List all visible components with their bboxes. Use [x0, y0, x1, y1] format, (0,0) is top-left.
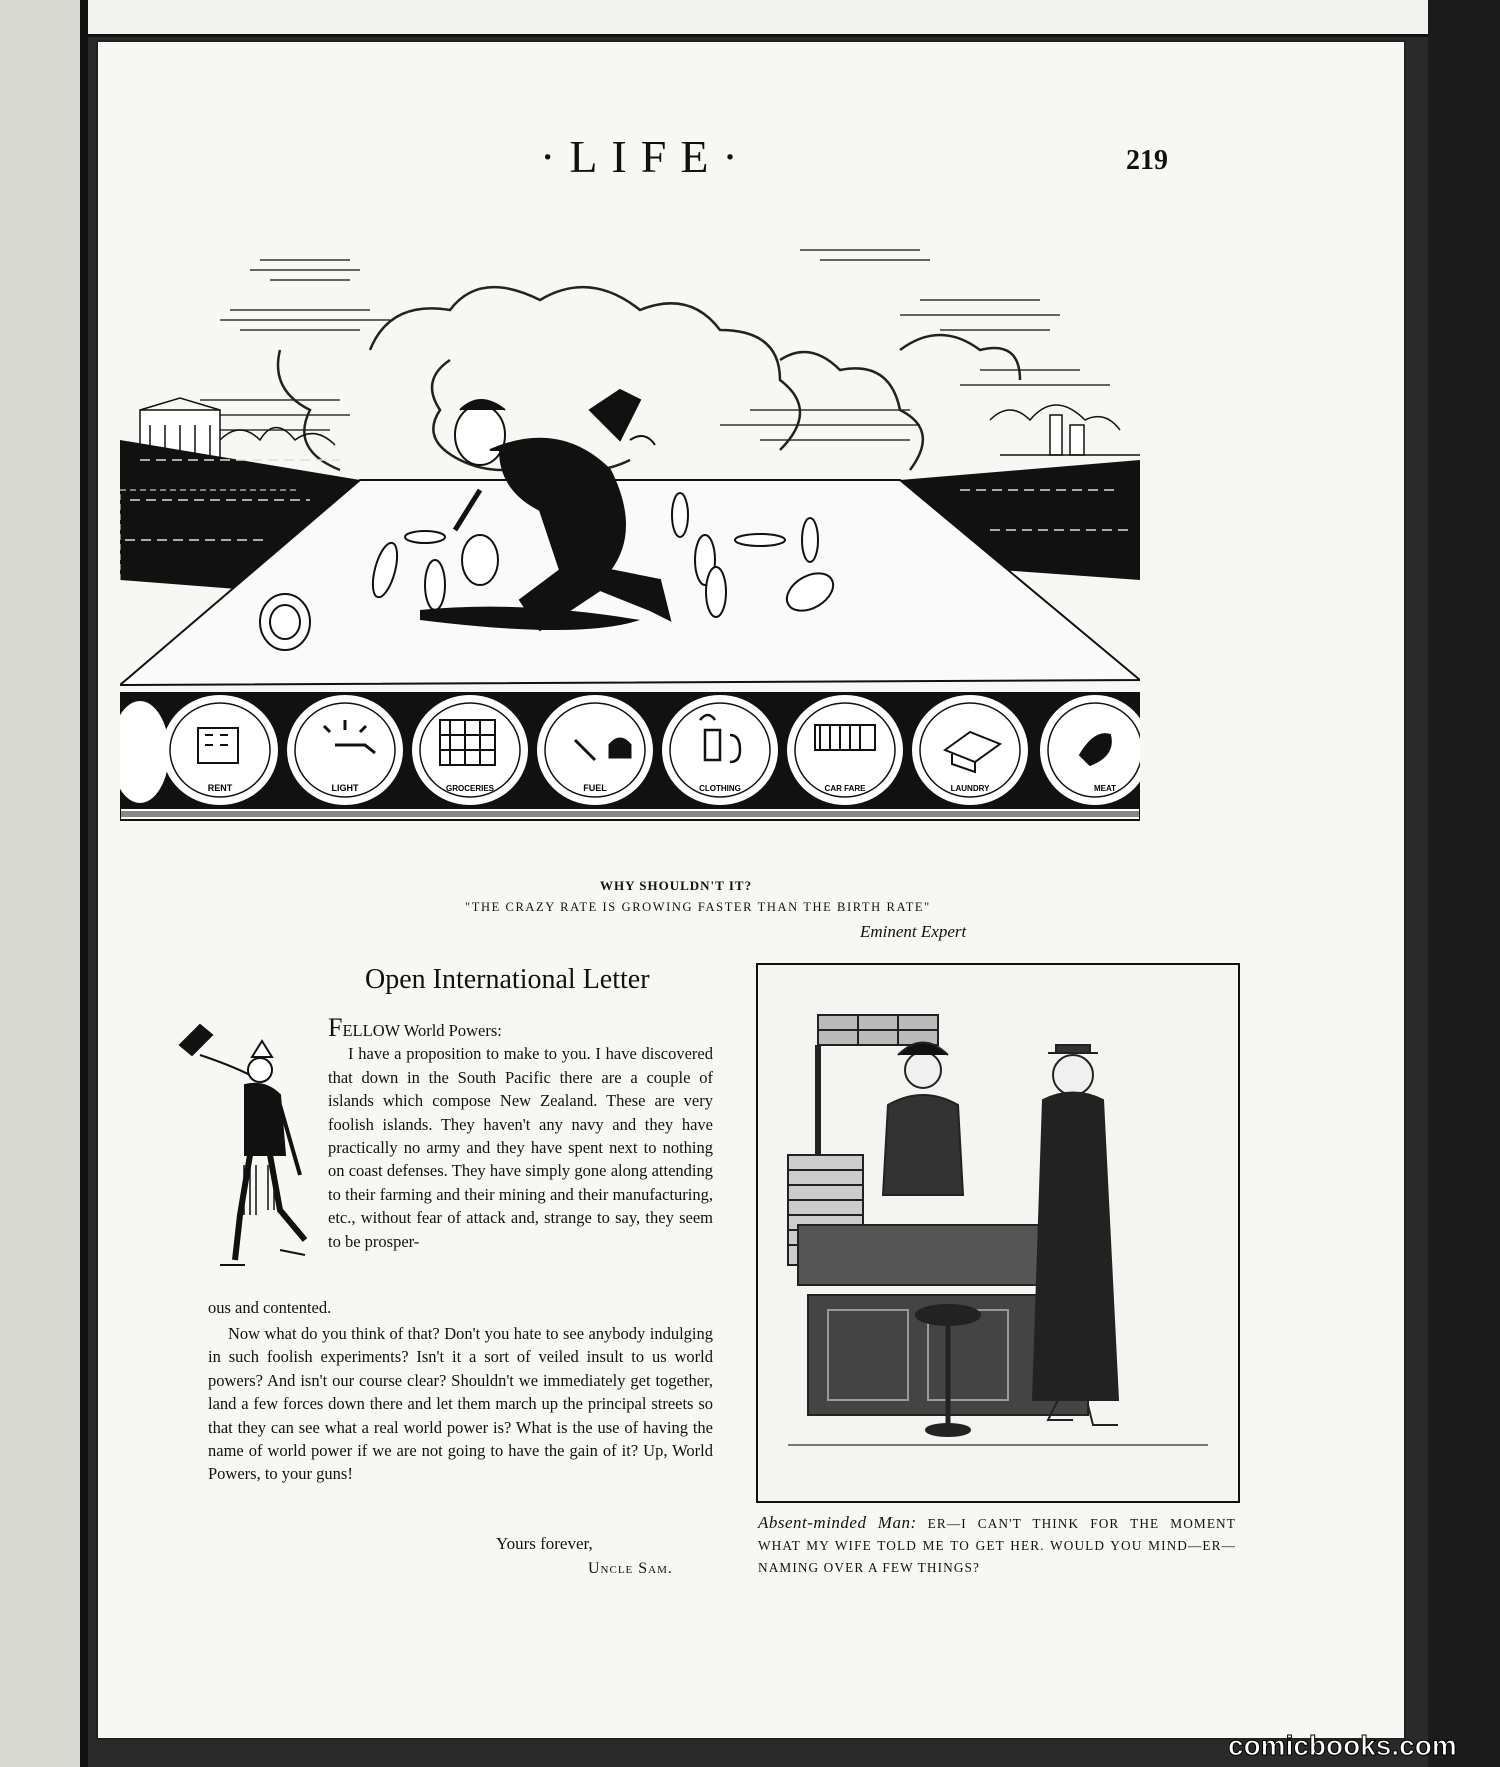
plate-light — [287, 695, 403, 805]
left-page-edge — [0, 0, 88, 1767]
letter-paragraph-1-text: I have a proposition to make to you. I have discovered that down in the South Pacific there are a couple of islands which compose New Zealand. These are very foolish islands. They haven't any navy and they have practically no army and they have spent next to nothing on coast defenses. They have simply gone along attending to their farming and their mining and their manufacturing, etc., without fear of attack and, strange to say, they seem to be prosper- — [328, 1044, 713, 1251]
letter-salutation: ELLOW World Powers: — [342, 1021, 502, 1040]
drop-cap: F — [328, 1013, 343, 1042]
uncle-sam-illustration — [160, 1015, 320, 1285]
plate-label: FUEL — [583, 783, 607, 793]
masthead: ·LIFE· — [540, 131, 752, 182]
plate-label: LIGHT — [331, 783, 359, 793]
letter-paragraph-2: Now what do you think of that? Don't you hate to see anybody indulging in such foolish experiments? Isn't it a sort of veiled insult to us world powers? And isn't our course clear? Shouldn't we immediately get together, land a few forces down there and let them march up the principal streets so that they can see what a real world power is? What is the use of having the name of world power if we are not going to have the gain of it? Up, World Powers, to your guns! — [208, 1324, 713, 1484]
plate-groceries — [412, 695, 528, 805]
plate-laundry — [912, 695, 1028, 805]
plate-fuel — [537, 695, 653, 805]
page-number: 219 — [1126, 145, 1168, 176]
watermark: comicbooks.com — [1228, 1730, 1457, 1761]
shop-illustration — [756, 963, 1240, 1503]
plate-car-fare — [787, 695, 903, 805]
plate-label: RENT — [207, 783, 233, 793]
plate-label: GROCERIES — [445, 784, 495, 793]
letter-title: Open International Letter — [365, 964, 650, 995]
shop-scene — [758, 965, 1238, 1501]
cartoon-illustration — [120, 240, 1140, 860]
caption-text: ER—I CAN'T THINK FOR THE MOMENT WHAT MY WIFE TOLD ME TO GET HER. WOULD YOU MIND—ER—NAMING OVER A FEW THINGS? — [758, 1516, 1236, 1575]
plate-label: MEAT — [1093, 784, 1117, 793]
cartoon-title: WHY SHOULDN'T IT? — [600, 878, 753, 893]
cartoon-quote: "THE CRAZY RATE IS GROWING FASTER THAN THE BIRTH RATE" — [465, 900, 931, 914]
scan-background — [1428, 0, 1500, 1767]
illustration-caption — [758, 1512, 1236, 1579]
caption-speaker: Absent-minded Man: — [758, 1513, 917, 1532]
plate-label: LAUNDRY — [950, 784, 990, 793]
plate-label: CAR FARE — [824, 784, 866, 793]
binding-shadow — [80, 0, 88, 1767]
plate-rent — [162, 695, 278, 805]
plate-label: CLOTHING — [699, 784, 741, 793]
letter-closing: Yours forever, — [496, 1534, 593, 1553]
cartoon-attribution: Eminent Expert — [860, 922, 967, 941]
letter-paragraph-1-end: ous and contented. — [208, 1298, 332, 1317]
previous-page-edge — [88, 0, 1428, 37]
right-cemetery — [990, 405, 1140, 455]
plate-clothing — [662, 695, 778, 805]
letter-paragraph-1 — [328, 1013, 713, 1253]
letter-signature: Uncle Sam. — [588, 1560, 673, 1577]
